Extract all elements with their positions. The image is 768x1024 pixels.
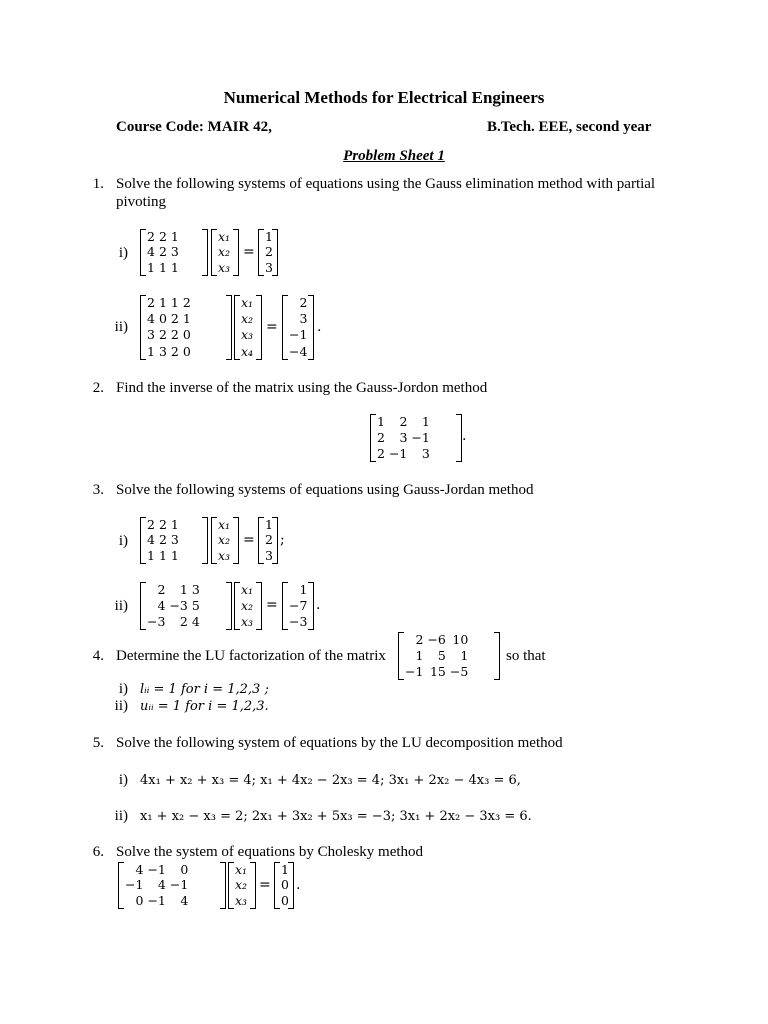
- coefficient-matrix: 2 −6 10 1 5 1 −1 15 −5: [398, 632, 500, 680]
- problem-number: 3.: [92, 482, 104, 498]
- rhs-vector: 1 −7 −3: [282, 582, 314, 630]
- part-label: i): [118, 681, 128, 697]
- coefficient-matrix: 2 1 3 4 −3 5 −3 2 4: [140, 582, 232, 630]
- equation-system: 4x₁ + x₂ + x₃ = 4; x₁ + 4x₂ − 2x₃ = 4; 3x₁ + 2x₂ − 4x₃ = 6,: [140, 773, 521, 788]
- equals-sign: =: [266, 597, 278, 613]
- unknown-vector: x₁ x₂ x₃: [234, 582, 262, 630]
- end-punctuation: .: [462, 428, 467, 444]
- coefficient-matrix: 2 2 1 4 2 3 1 1 1: [140, 517, 208, 564]
- document-title: Numerical Methods for Electrical Engineers: [223, 88, 545, 107]
- rhs-vector: 1 2 3: [258, 517, 278, 564]
- part-label: i): [118, 772, 128, 788]
- problem-text: Solve the following system of equations by the LU decomposition method: [116, 735, 563, 751]
- rhs-vector: 2 3 −1 −4: [282, 295, 314, 360]
- equals-sign: =: [243, 532, 255, 548]
- problem-number: 6.: [92, 844, 104, 860]
- part-label: ii): [114, 808, 128, 824]
- end-punctuation: .: [317, 319, 322, 335]
- condition-equation: lᵢᵢ = 1 for i = 1,2,3 ;: [140, 682, 269, 697]
- end-punctuation: .: [316, 597, 321, 613]
- unknown-vector: x₁ x₂ x₃: [228, 862, 256, 909]
- condition-equation: uᵢᵢ = 1 for i = 1,2,3.: [140, 699, 269, 714]
- part-label: i): [118, 533, 128, 549]
- equals-sign: =: [243, 244, 255, 260]
- problem-text: Determine the LU factorization of the matrix: [116, 648, 386, 664]
- problem-number: 5.: [92, 735, 104, 751]
- sheet-title: Problem Sheet 1: [343, 148, 445, 164]
- equals-sign: =: [266, 319, 278, 335]
- problem-text-after: so that: [506, 648, 546, 664]
- program-label: B.Tech. EEE, second year: [487, 119, 652, 135]
- part-label: ii): [114, 319, 128, 335]
- problem-text-continued: pivoting: [116, 194, 167, 210]
- rhs-vector: 1 2 3: [258, 229, 278, 276]
- unknown-vector: x₁ x₂ x₃ x₄: [234, 295, 262, 360]
- part-label: ii): [114, 698, 128, 714]
- coefficient-matrix: 2 1 1 2 4 0 2 1 3 2 2 0 1 3 2 0: [140, 295, 232, 360]
- part-label: ii): [114, 598, 128, 614]
- problem-number: 2.: [92, 380, 104, 396]
- unknown-vector: x₁ x₂ x₃: [211, 229, 239, 276]
- problem-number: 1.: [92, 176, 104, 192]
- rhs-vector: 1 0 0: [274, 862, 294, 909]
- end-punctuation: ;: [280, 532, 285, 548]
- equals-sign: =: [259, 877, 271, 893]
- unknown-vector: x₁ x₂ x₃: [211, 517, 239, 564]
- equation-system: x₁ + x₂ − x₃ = 2; 2x₁ + 3x₂ + 5x₃ = −3; 3x₁ + 2x₂ − 3x₃ = 6.: [140, 809, 532, 824]
- coefficient-matrix: 2 2 1 4 2 3 1 1 1: [140, 229, 208, 276]
- coefficient-matrix: 1 2 1 2 3 −1 2 −1 3: [370, 414, 462, 462]
- course-code: Course Code: MAIR 42,: [116, 119, 272, 135]
- coefficient-matrix: 4 −1 0 −1 4 −1 0 −1 4: [118, 862, 226, 909]
- problem-text: Solve the following systems of equations using Gauss-Jordan method: [116, 482, 534, 498]
- end-punctuation: .: [296, 877, 301, 893]
- problem-text: Find the inverse of the matrix using the Gauss-Jordon method: [116, 380, 488, 396]
- problem-number: 4.: [92, 648, 104, 664]
- problem-text: Solve the system of equations by Cholesky method: [116, 844, 424, 860]
- problem-text: Solve the following systems of equations using the Gauss elimination method with partial: [116, 176, 656, 192]
- part-label: i): [118, 245, 128, 261]
